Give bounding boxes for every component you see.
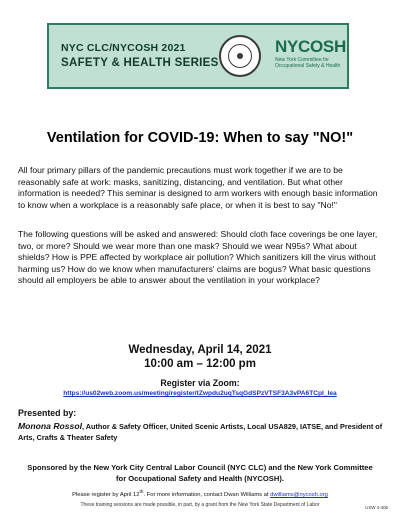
registration-link[interactable]: https://us02web.zoom.us/meeting/register/tZwpdu2uqTsqGdSPzVTSF3A3vPA6TCpl_lea [63, 390, 337, 397]
event-date: Wednesday, April 14, 2021 [128, 344, 272, 356]
nycosh-logo [275, 37, 347, 69]
banner-line2: SAFETY & HEALTH SERIES [61, 57, 219, 69]
nycosh-logo-text: NYCOSH [275, 37, 346, 56]
presenter-info [18, 421, 384, 443]
registration-label: Register via Zoom: [160, 378, 240, 388]
page-title: Ventilation for COVID-19: When to say "NO!" [46, 130, 354, 146]
event-time: 10:00 am – 12:00 pm [144, 358, 256, 370]
banner-line1: NYC CLC/NYCOSH 2021 [61, 42, 186, 54]
contact-sup: th [139, 490, 144, 495]
banner-title [61, 42, 219, 69]
seal-inner-ring [228, 44, 252, 68]
presenter-details: , Author & Safety Officer, United Scenic Artists, Local USA829, IATSE, and President of Arts, Crafts & Theater Safety [18, 422, 383, 442]
sponsor-text: Sponsored by the New York City Central Labor Council (NYC CLC) and the New York Committee for Occupational Safety and Health (NYCOSH). [27, 463, 373, 483]
document-code: USW 4-406 [365, 505, 388, 510]
contact-line [0, 490, 400, 498]
presented-by-label: Presented by: [18, 408, 77, 418]
contact-prefix: Please register by April 12 [72, 491, 140, 498]
nycosh-logo-subtitle: New York Committee for Occupational Safety & Health [275, 57, 341, 69]
intro-paragraph: All four primary pillars of the pandemic precautions must work together if we are to be reasonably safe at work: masks, sanitizing, distancing, and ventilation. But what other information is needed? This seminar is designed to arm workers with enough basic information to know when a workplace is a reasonably safe place, or when it is best to say "No!" [18, 165, 378, 210]
seal-center [237, 53, 243, 59]
contact-middle: . For more information, contact Dwan Williams at [143, 491, 271, 498]
series-banner [47, 23, 349, 89]
clc-seal-icon [219, 35, 261, 77]
event-datetime [0, 343, 400, 371]
presenter-name: Monona Rossol [18, 421, 82, 431]
questions-paragraph: The following questions will be asked and answered: Should cloth face coverings be one layer, two, or more? Should we wear more than one mask? Should we wear N95s? What about shields? How is PPE affected by workplace air pollution? Which sanitizers kill the virus without harming us? How do we know when manufacturers' claims are bogus? What basic questions should all employers be able to answer about the ventilation in your workplace? [18, 229, 378, 286]
contact-email-link[interactable]: dwilliams@nycosh.org [270, 491, 328, 498]
grant-note: These training sessions are made possible, in part, by a grant from the New York State Department of Labor [80, 502, 320, 508]
